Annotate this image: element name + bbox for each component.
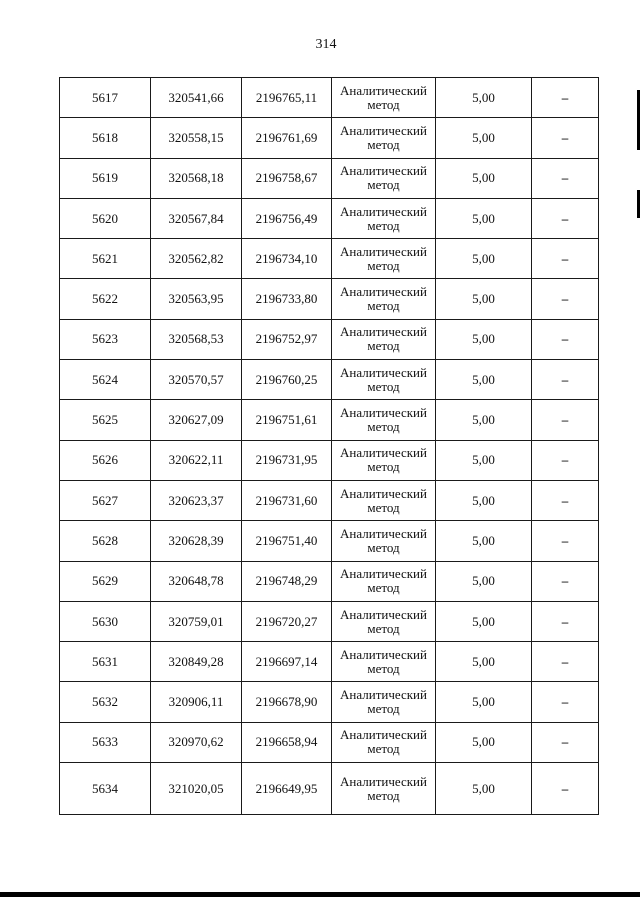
table-row — [60, 480, 599, 520]
accuracy-cell: 5,00 — [436, 118, 532, 158]
y-coordinate-cell: 2196720,27 — [242, 601, 332, 641]
y-coordinate-cell: 2196751,40 — [242, 521, 332, 561]
accuracy-cell: 5,00 — [436, 682, 532, 722]
x-coordinate-cell: 320648,78 — [151, 561, 242, 601]
y-coordinate-cell: 2196734,10 — [242, 239, 332, 279]
method-line-2: метод — [367, 217, 400, 233]
table-row — [60, 158, 599, 198]
method-line-2: метод — [367, 580, 400, 596]
point-number-cell: 5626 — [60, 440, 151, 480]
note-cell: – — [532, 440, 599, 480]
note-cell: – — [532, 763, 599, 815]
method-line-2: метод — [367, 539, 400, 555]
table-row — [60, 118, 599, 158]
table-row — [60, 763, 599, 815]
method-line-2: метод — [367, 136, 400, 152]
point-number-cell: 5631 — [60, 642, 151, 682]
accuracy-cell: 5,00 — [436, 722, 532, 762]
method-line-2: метод — [367, 660, 400, 676]
method-cell — [332, 601, 436, 641]
y-coordinate-cell: 2196678,90 — [242, 682, 332, 722]
method-line-1: Аналитический — [340, 243, 427, 259]
accuracy-cell: 5,00 — [436, 279, 532, 319]
x-coordinate-cell: 320623,37 — [151, 480, 242, 520]
method-cell — [332, 198, 436, 238]
y-coordinate-cell: 2196760,25 — [242, 360, 332, 400]
x-coordinate-cell: 320970,62 — [151, 722, 242, 762]
x-coordinate-cell: 320759,01 — [151, 601, 242, 641]
x-coordinate-cell: 320567,84 — [151, 198, 242, 238]
x-coordinate-cell: 320849,28 — [151, 642, 242, 682]
note-cell: – — [532, 601, 599, 641]
method-cell — [332, 158, 436, 198]
table-row — [60, 360, 599, 400]
accuracy-cell: 5,00 — [436, 239, 532, 279]
table-row — [60, 722, 599, 762]
method-line-2: метод — [367, 378, 400, 394]
accuracy-cell: 5,00 — [436, 158, 532, 198]
method-line-2: метод — [367, 741, 400, 757]
method-cell — [332, 118, 436, 158]
point-number-cell: 5620 — [60, 198, 151, 238]
table-row — [60, 521, 599, 561]
point-number-cell: 5632 — [60, 682, 151, 722]
method-line-1: Аналитический — [340, 163, 427, 179]
note-cell: – — [532, 158, 599, 198]
y-coordinate-cell: 2196649,95 — [242, 763, 332, 815]
method-line-1: Аналитический — [340, 203, 427, 219]
method-line-1: Аналитический — [340, 485, 427, 501]
method-line-1: Аналитический — [340, 445, 427, 461]
accuracy-cell: 5,00 — [436, 521, 532, 561]
method-line-2: метод — [367, 459, 400, 475]
y-coordinate-cell: 2196733,80 — [242, 279, 332, 319]
y-coordinate-cell: 2196752,97 — [242, 319, 332, 359]
point-number-cell: 5625 — [60, 400, 151, 440]
method-line-1: Аналитический — [340, 525, 427, 541]
y-coordinate-cell: 2196761,69 — [242, 118, 332, 158]
method-line-2: метод — [367, 338, 400, 354]
y-coordinate-cell: 2196756,49 — [242, 198, 332, 238]
accuracy-cell: 5,00 — [436, 360, 532, 400]
table-row — [60, 682, 599, 722]
x-coordinate-cell: 320563,95 — [151, 279, 242, 319]
x-coordinate-cell: 320568,53 — [151, 319, 242, 359]
accuracy-cell: 5,00 — [436, 319, 532, 359]
method-line-1: Аналитический — [340, 566, 427, 582]
method-line-1: Аналитический — [340, 405, 427, 421]
table-row — [60, 319, 599, 359]
accuracy-cell: 5,00 — [436, 480, 532, 520]
method-line-1: Аналитический — [340, 727, 427, 743]
note-cell: – — [532, 198, 599, 238]
method-line-2: метод — [367, 701, 400, 717]
accuracy-cell: 5,00 — [436, 642, 532, 682]
method-cell — [332, 440, 436, 480]
accuracy-cell: 5,00 — [436, 601, 532, 641]
accuracy-cell: 5,00 — [436, 763, 532, 815]
table-row — [60, 78, 599, 118]
method-line-2: метод — [367, 177, 400, 193]
method-cell — [332, 521, 436, 561]
point-number-cell: 5629 — [60, 561, 151, 601]
y-coordinate-cell: 2196748,29 — [242, 561, 332, 601]
method-cell — [332, 279, 436, 319]
x-coordinate-cell: 321020,05 — [151, 763, 242, 815]
note-cell: – — [532, 722, 599, 762]
page-number: 314 — [315, 37, 337, 52]
y-coordinate-cell: 2196658,94 — [242, 722, 332, 762]
method-line-2: метод — [367, 257, 400, 273]
table-row — [60, 239, 599, 279]
method-cell — [332, 360, 436, 400]
method-cell — [332, 239, 436, 279]
method-cell — [332, 682, 436, 722]
point-number-cell: 5624 — [60, 360, 151, 400]
method-line-1: Аналитический — [340, 606, 427, 622]
y-coordinate-cell: 2196731,95 — [242, 440, 332, 480]
table-body — [60, 78, 599, 815]
method-cell — [332, 763, 436, 815]
table-row — [60, 279, 599, 319]
point-number-cell: 5627 — [60, 480, 151, 520]
y-coordinate-cell: 2196697,14 — [242, 642, 332, 682]
table-row — [60, 601, 599, 641]
table-row — [60, 400, 599, 440]
method-line-2: метод — [367, 419, 400, 435]
point-number-cell: 5622 — [60, 279, 151, 319]
method-line-2: метод — [367, 499, 400, 515]
x-coordinate-cell: 320562,82 — [151, 239, 242, 279]
point-number-cell: 5617 — [60, 78, 151, 118]
note-cell: – — [532, 239, 599, 279]
note-cell: – — [532, 480, 599, 520]
x-coordinate-cell: 320627,09 — [151, 400, 242, 440]
note-cell: – — [532, 400, 599, 440]
x-coordinate-cell: 320622,11 — [151, 440, 242, 480]
x-coordinate-cell: 320570,57 — [151, 360, 242, 400]
table-row — [60, 198, 599, 238]
method-cell — [332, 78, 436, 118]
table-row — [60, 440, 599, 480]
table-row — [60, 561, 599, 601]
point-number-cell: 5628 — [60, 521, 151, 561]
method-cell — [332, 722, 436, 762]
note-cell: – — [532, 279, 599, 319]
point-number-cell: 5630 — [60, 601, 151, 641]
accuracy-cell: 5,00 — [436, 400, 532, 440]
note-cell: – — [532, 642, 599, 682]
method-line-1: Аналитический — [340, 773, 427, 789]
point-number-cell: 5633 — [60, 722, 151, 762]
method-cell — [332, 642, 436, 682]
y-coordinate-cell: 2196731,60 — [242, 480, 332, 520]
accuracy-cell: 5,00 — [436, 78, 532, 118]
x-coordinate-cell: 320906,11 — [151, 682, 242, 722]
point-number-cell: 5634 — [60, 763, 151, 815]
accuracy-cell: 5,00 — [436, 561, 532, 601]
method-line-2: метод — [367, 787, 400, 803]
note-cell: – — [532, 118, 599, 158]
method-line-1: Аналитический — [340, 364, 427, 380]
note-cell: – — [532, 521, 599, 561]
point-number-cell: 5618 — [60, 118, 151, 158]
method-line-1: Аналитический — [340, 122, 427, 138]
method-line-1: Аналитический — [340, 687, 427, 703]
scan-bottom-edge — [0, 892, 640, 897]
point-number-cell: 5619 — [60, 158, 151, 198]
x-coordinate-cell: 320628,39 — [151, 521, 242, 561]
method-line-1: Аналитический — [340, 646, 427, 662]
method-cell — [332, 561, 436, 601]
method-line-2: метод — [367, 298, 400, 314]
method-line-1: Аналитический — [340, 82, 427, 98]
method-cell — [332, 400, 436, 440]
point-number-cell: 5623 — [60, 319, 151, 359]
x-coordinate-cell: 320541,66 — [151, 78, 242, 118]
note-cell: – — [532, 78, 599, 118]
method-cell — [332, 480, 436, 520]
accuracy-cell: 5,00 — [436, 440, 532, 480]
y-coordinate-cell: 2196751,61 — [242, 400, 332, 440]
table-row — [60, 642, 599, 682]
y-coordinate-cell: 2196765,11 — [242, 78, 332, 118]
coordinates-table — [59, 77, 599, 815]
method-line-2: метод — [367, 620, 400, 636]
method-line-2: метод — [367, 96, 400, 112]
y-coordinate-cell: 2196758,67 — [242, 158, 332, 198]
note-cell: – — [532, 682, 599, 722]
method-line-1: Аналитический — [340, 284, 427, 300]
note-cell: – — [532, 319, 599, 359]
x-coordinate-cell: 320558,15 — [151, 118, 242, 158]
point-number-cell: 5621 — [60, 239, 151, 279]
method-cell — [332, 319, 436, 359]
accuracy-cell: 5,00 — [436, 198, 532, 238]
note-cell: – — [532, 360, 599, 400]
x-coordinate-cell: 320568,18 — [151, 158, 242, 198]
note-cell: – — [532, 561, 599, 601]
method-line-1: Аналитический — [340, 324, 427, 340]
